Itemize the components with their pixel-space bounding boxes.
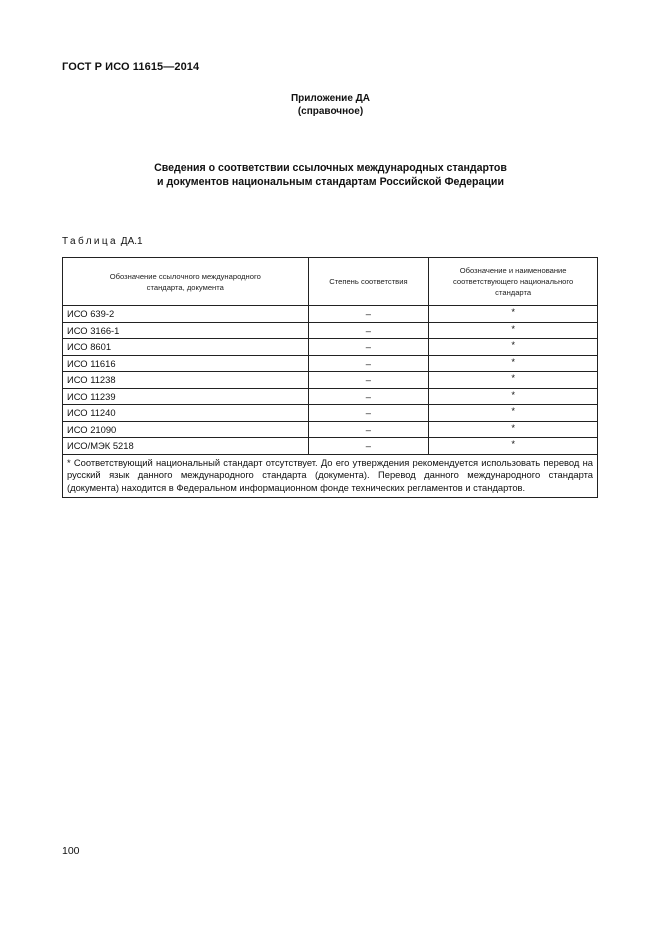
cell-code: ИСО 11239 <box>63 388 309 405</box>
standards-table <box>62 257 598 498</box>
table-caption-word: Таблица <box>62 236 119 247</box>
title-line-1: Сведения о соответствии ссылочных международных стандартов <box>154 162 507 174</box>
cell-degree: – <box>308 355 429 372</box>
cell-code: ИСО/МЭК 5218 <box>63 438 309 455</box>
table-caption-number: ДА.1 <box>120 236 143 247</box>
table-row <box>63 339 598 356</box>
column-header-code: Обозначение ссылочного международного стандарта, документа <box>63 258 309 306</box>
document-title <box>0 161 661 189</box>
table-row <box>63 421 598 438</box>
document-code: ГОСТ Р ИСО 11615—2014 <box>62 61 200 73</box>
cell-national: * <box>429 372 598 389</box>
appendix-heading <box>0 92 661 118</box>
table-footnote: * Соответствующий национальный стандарт отсутствует. До его утверждения рекомендуется использовать перевод на русский язык данного международного стандарта (документа). Перевод данного международного стандарта (документа) находится в Федеральном информационном фонде технических регламентов и стандартов. <box>63 454 598 498</box>
table-row <box>63 322 598 339</box>
table-row <box>63 306 598 323</box>
appendix-status: (справочное) <box>297 106 364 117</box>
table-row <box>63 355 598 372</box>
page-number: 100 <box>62 845 80 857</box>
cell-degree: – <box>308 322 429 339</box>
table-footnote-row <box>63 454 598 498</box>
column-header-national: Обозначение и наименование соответствующего национального стандарта <box>429 258 598 306</box>
cell-degree: – <box>308 438 429 455</box>
cell-national: * <box>429 306 598 323</box>
cell-national: * <box>429 339 598 356</box>
cell-code: ИСО 21090 <box>63 421 309 438</box>
table-caption <box>62 236 143 247</box>
cell-degree: – <box>308 372 429 389</box>
cell-degree: – <box>308 339 429 356</box>
cell-code: ИСО 11616 <box>63 355 309 372</box>
cell-code: ИСО 11240 <box>63 405 309 422</box>
cell-code: ИСО 3166-1 <box>63 322 309 339</box>
cell-code: ИСО 11238 <box>63 372 309 389</box>
table-row <box>63 405 598 422</box>
cell-code: ИСО 8601 <box>63 339 309 356</box>
table-row <box>63 388 598 405</box>
cell-degree: – <box>308 388 429 405</box>
cell-national: * <box>429 322 598 339</box>
cell-national: * <box>429 405 598 422</box>
cell-degree: – <box>308 306 429 323</box>
cell-national: * <box>429 438 598 455</box>
cell-national: * <box>429 355 598 372</box>
appendix-label: Приложение ДА <box>290 93 371 104</box>
table-row <box>63 438 598 455</box>
cell-national: * <box>429 388 598 405</box>
table-header-row <box>63 258 598 306</box>
table-row <box>63 372 598 389</box>
cell-degree: – <box>308 405 429 422</box>
cell-national: * <box>429 421 598 438</box>
cell-degree: – <box>308 421 429 438</box>
cell-code: ИСО 639-2 <box>63 306 309 323</box>
column-header-degree: Степень соответствия <box>308 258 429 306</box>
title-line-2: и документов национальным стандартам Российской Федерации <box>157 176 504 188</box>
